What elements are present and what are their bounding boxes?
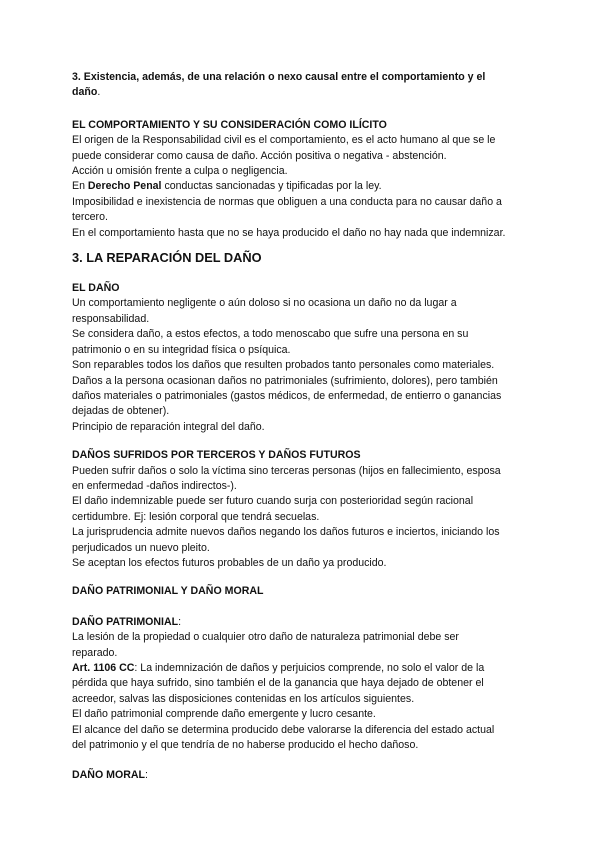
intro-line-1: 3. Existencia, además, de una relación o nexo causal entre el comportamiento y el (72, 71, 486, 83)
el-dano-line: dejadas de obtener). (72, 405, 170, 418)
terceros-line: Se aceptan los efectos futuros probables de un daño ya producido. (72, 556, 387, 569)
patrimonial-line: El daño patrimonial comprende daño emergente y lucro cesante. (72, 708, 376, 721)
heading-reparacion: 3. LA REPARACIÓN DEL DAÑO (72, 250, 262, 266)
el-dano-line: Daños a la persona ocasionan daños no patrimoniales (sufrimiento, dolores), pero también (72, 374, 498, 387)
patrimonial-line: reparado. (72, 646, 118, 659)
el-dano-line: Un comportamiento negligente o aún doloso si no ocasiona un daño no da lugar a (72, 297, 457, 310)
heading-patrimonial-line (72, 615, 542, 630)
heading-el-dano: EL DAÑO (72, 282, 120, 295)
terceros-line: en enfermedad -daños indirectos-). (72, 479, 237, 492)
penal-prefix: En (72, 180, 88, 193)
article-text: : La indemnización de daños y perjuicios comprende, no solo el valor de la (134, 662, 485, 674)
intro-line-2: daño (72, 86, 98, 99)
terceros-line: La jurisprudencia admite nuevos daños negando los daños futuros e inciertos, iniciando los (72, 526, 500, 539)
article-ref: Art. 1106 CC (72, 662, 135, 674)
heading-moral-colon: : (144, 769, 148, 782)
comportamiento-line: Acción u omisión frente a culpa o negligencia. (72, 165, 288, 178)
intro-paragraph (72, 70, 542, 101)
heading-patrimonial-moral: DAÑO PATRIMONIAL Y DAÑO MORAL (72, 585, 264, 598)
heading-comportamiento: EL COMPORTAMIENTO Y SU CONSIDERACIÓN COMO ILÍCITO (72, 118, 387, 131)
heading-moral: DAÑO MORAL (72, 769, 145, 782)
patrimonial-line: La lesión de la propiedad o cualquier otro daño de naturaleza patrimonial debe ser (72, 631, 459, 644)
heading-patrimonial: DAÑO PATRIMONIAL (72, 615, 179, 628)
comportamiento-line: El origen de la Responsabilidad civil es el comportamiento, es el acto humano al que se le (72, 134, 496, 147)
heading-moral-line (72, 768, 542, 783)
heading-patrimonial-colon: : (178, 615, 182, 628)
terceros-line: El daño indemnizable puede ser futuro cuando surja con posterioridad según racional (72, 495, 474, 508)
comportamiento-line: En el comportamiento hasta que no se haya producido el daño no hay nada que indemnizar. (72, 226, 506, 239)
el-dano-line: Principio de reparación integral del daño. (72, 420, 265, 433)
terceros-line: Pueden sufrir daños o solo la víctima sino terceras personas (hijos en fallecimiento, esposa (72, 464, 501, 477)
document-content (72, 70, 542, 784)
el-dano-line: daños materiales o patrimoniales (gastos médicos, de enfermedad, de entierro o ganancias (72, 389, 502, 402)
patrimonial-line: El alcance del daño se determina producido debe valorarse la diferencia del estado actual (72, 723, 495, 736)
heading-terceros: DAÑOS SUFRIDOS POR TERCEROS Y DAÑOS FUTUROS (72, 449, 361, 462)
patrimonial-line: del patrimonio y el que tendría de no haberse producido el hecho dañoso. (72, 739, 419, 752)
penal-line (72, 179, 542, 194)
terceros-line: certidumbre. Ej: lesión corporal que tendrá secuelas. (72, 510, 320, 523)
penal-rest: conductas sancionadas y tipificadas por la ley. (161, 180, 382, 193)
terceros-line: perjudicados un nuevo pleito. (72, 541, 210, 554)
penal-bold: Derecho Penal (87, 180, 162, 193)
patrimonial-line: acreedor, salvas las disposiciones contenidas en los artículos siguientes. (72, 692, 415, 705)
intro-dot: . (97, 86, 101, 99)
comportamiento-line: puede considerar como causa de daño. Acción positiva o negativa - abstención. (72, 149, 447, 162)
patrimonial-line: pérdida que haya sufrido, sino también el de la ganancia que haya dejado de obtener el (72, 677, 484, 690)
el-dano-line: Son reparables todos los daños que resulten probados tanto personales como materiales. (72, 359, 495, 372)
comportamiento-line: tercero. (72, 211, 108, 224)
article-line (72, 661, 542, 676)
el-dano-line: Se considera daño, a estos efectos, a todo menoscabo que sufre una persona en su (72, 328, 469, 341)
el-dano-line: patrimonio o en su integridad física o psíquica. (72, 343, 291, 356)
comportamiento-line: Imposibilidad e inexistencia de normas que obliguen a una conducta para no causar daño a (72, 195, 502, 208)
el-dano-line: responsabilidad. (72, 312, 150, 325)
